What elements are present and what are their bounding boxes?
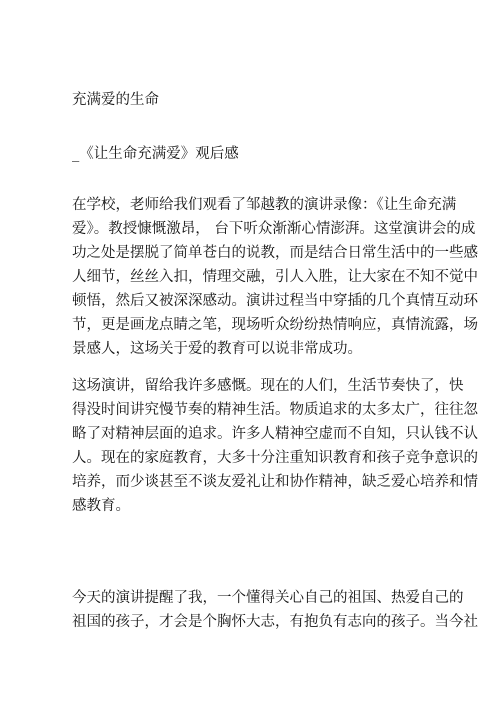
paragraph-3 xyxy=(72,586,478,634)
paragraph-line: 祖国的孩子，才会是个胸怀大志，有抱负有志向的孩子。当今社 xyxy=(72,614,478,630)
document-subtitle: _《让生命充满爱》观后感 xyxy=(72,146,239,162)
paragraph-line: 得没时间讲究慢节奏的精神生活。物质追求的太多太广，往往忽 xyxy=(72,402,478,418)
paragraph-line: 感教育。 xyxy=(72,498,130,514)
paragraph-2 xyxy=(72,374,478,518)
paragraph-line: 功之处是摆脱了简单苍白的说教，而是结合日常生活中的一些感 xyxy=(72,245,478,261)
paragraph-line: 人细节，丝丝入扣，情理交融，引人入胜，让大家在不知不觉中 xyxy=(72,269,478,285)
paragraph-line: 景感人，这场关于爱的教育可以说非常成功。 xyxy=(72,341,362,357)
paragraph-line: 今天的演讲提醒了我，一个懂得关心自己的祖国、热爱自己的 xyxy=(72,590,464,606)
paragraph-1 xyxy=(72,193,478,361)
paragraph-line: 顿悟，然后又被深深感动。演讲过程当中穿插的几个真情互动环 xyxy=(72,293,478,309)
paragraph-line: 在学校，老师给我们观看了邹越教的演讲录像：《让生命充满 xyxy=(72,197,457,213)
paragraph-line: 培养，而少谈甚至不谈友爱礼让和协作精神，缺乏爱心培养和情 xyxy=(72,474,478,490)
paragraph-line: 略了对精神层面的追求。许多人精神空虚而不自知，只认钱不认 xyxy=(72,426,478,442)
paragraph-line: 爱》。教授慷慨激昂， 台下听众渐渐心情澎湃。这堂演讲会的成 xyxy=(72,221,476,237)
document-title: 充满爱的生命 xyxy=(72,92,159,108)
paragraph-line: 人。现在的家庭教育，大多十分注重知识教育和孩子竞争意识的 xyxy=(72,450,478,466)
paragraph-line: 节，更是画龙点睛之笔，现场听众纷纷热情响应，真情流露，场 xyxy=(72,317,478,333)
paragraph-line: 这场演讲，留给我许多感慨。现在的人们，生活节奏快了，快 xyxy=(72,378,464,394)
